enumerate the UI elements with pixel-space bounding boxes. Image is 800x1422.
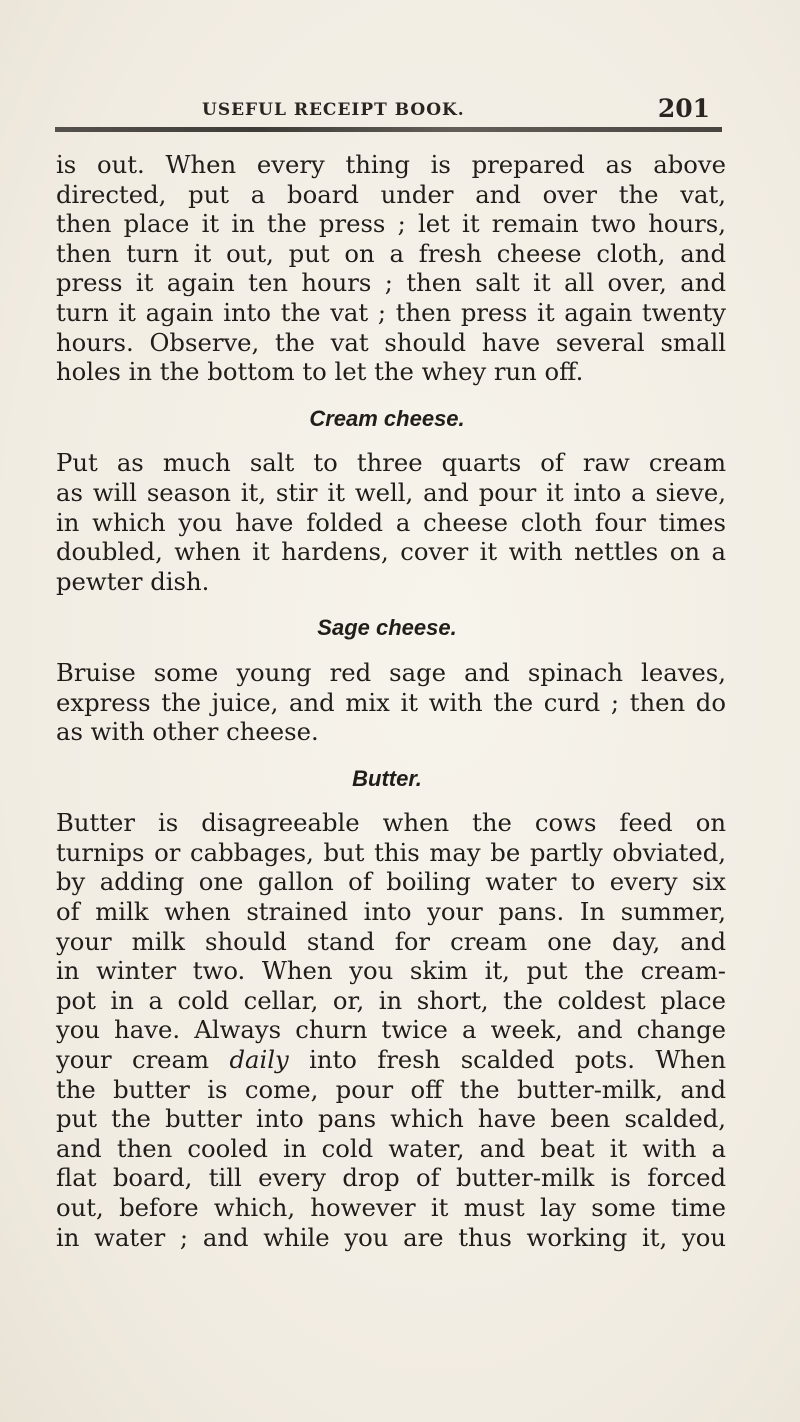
- text-line: turnips or cabbages, but this may be partly obviated,: [56, 837, 726, 867]
- italic-word: daily: [229, 1045, 289, 1075]
- text-fragment: into fresh scalded pots. When: [288, 1045, 726, 1075]
- text-line: in water ; and while you are thus working it, you: [56, 1222, 726, 1252]
- text-line: turn it again into the vat ; then press it again twenty: [56, 297, 726, 327]
- sage-cheese-paragraph: [56, 658, 726, 747]
- running-title: USEFUL RECEIPT BOOK.: [202, 100, 465, 120]
- section-heading-sage-cheese: Sage cheese.: [317, 615, 457, 641]
- text-line: directed, put a board under and over the vat,: [56, 179, 726, 209]
- text-fragment: your cream: [56, 1045, 230, 1075]
- intro-paragraph: [56, 150, 726, 387]
- text-line: Put as much salt to three quarts of raw cream: [56, 448, 726, 478]
- butter-paragraph: [56, 808, 726, 1252]
- text-line: of milk when strained into your pans. In summer,: [56, 897, 726, 927]
- page-header: [190, 92, 710, 132]
- cream-cheese-paragraph: [56, 448, 726, 596]
- text-line: by adding one gallon of boiling water to every six: [56, 867, 726, 897]
- text-line: pewter dish.: [56, 566, 210, 596]
- text-line: pot in a cold cellar, or, in short, the coldest place: [56, 985, 726, 1015]
- text-line: then turn it out, put on a fresh cheese cloth, and: [56, 238, 726, 268]
- text-line-daily: [56, 1045, 726, 1075]
- header-rule: [55, 127, 722, 132]
- section-heading-cream-cheese: Cream cheese.: [309, 405, 465, 431]
- text-line: flat board, till every drop of butter-milk is forced: [56, 1163, 726, 1193]
- section-heading-butter: Butter.: [352, 765, 422, 791]
- text-line: as with other cheese.: [56, 717, 319, 747]
- text-line: Butter is disagreeable when the cows feed on: [56, 808, 726, 838]
- text-line: is out. When every thing is prepared as above: [56, 150, 726, 179]
- text-line: in which you have folded a cheese cloth four times: [56, 507, 726, 537]
- text-line: press it again ten hours ; then salt it all over, and: [56, 268, 726, 298]
- text-line: you have. Always churn twice a week, and change: [56, 1015, 726, 1045]
- page-body: [56, 150, 726, 1252]
- text-line: express the juice, and mix it with the curd ; then do: [56, 687, 726, 717]
- text-line: holes in the bottom to let the whey run off.: [56, 357, 584, 387]
- text-line: put the butter into pans which have been scalded,: [56, 1104, 726, 1134]
- text-line: in winter two. When you skim it, put the cream-: [56, 956, 726, 986]
- text-line: out, before which, however it must lay some time: [56, 1193, 726, 1222]
- text-line: your milk should stand for cream one day, and: [56, 926, 726, 956]
- text-line: doubled, when it hardens, cover it with nettles on a: [56, 537, 726, 567]
- text-line: the butter is come, pour off the butter-milk, and: [56, 1074, 726, 1104]
- page-number: 201: [657, 94, 710, 123]
- text-line: as will season it, stir it well, and pour it into a sieve,: [56, 477, 726, 507]
- text-line: hours. Observe, the vat should have several small: [56, 327, 726, 357]
- text-line: Bruise some young red sage and spinach leaves,: [56, 657, 726, 687]
- text-line: then place it in the press ; let it remain two hours,: [56, 209, 726, 239]
- text-line: and then cooled in cold water, and beat it with a: [56, 1133, 726, 1163]
